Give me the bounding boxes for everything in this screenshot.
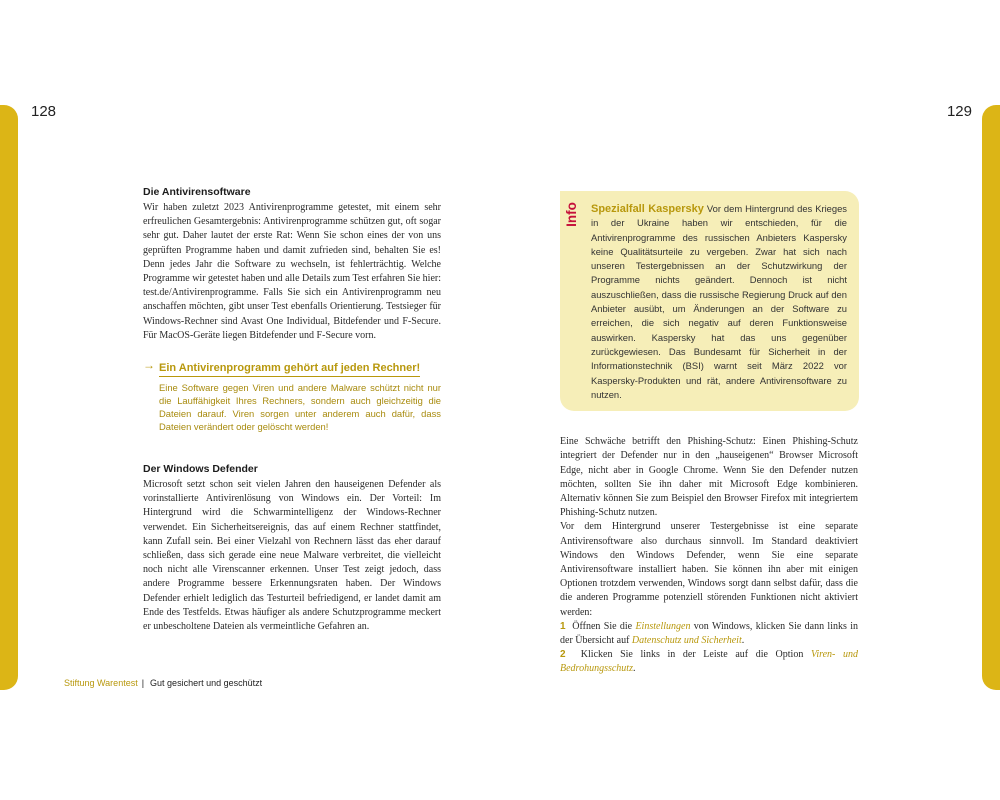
left-edge-tab [0, 105, 18, 690]
tip-box [143, 358, 441, 433]
privacy-security-text: Datenschutz und Sicherheit [631, 635, 742, 646]
info-title: Spezialfall Kaspersky [591, 203, 704, 215]
footer-separator: | [141, 678, 145, 688]
tip-text: Eine Software gegen Viren und andere Malware schützt nicht nur die Lauffähigkeit Ihres Rechners, sondern auch gleichzeitig die Dateien darauf. Viren sorgen unter anderem auch dafür, dass Dateien verändert oder gelöscht werden! [159, 382, 441, 433]
tip-title: Ein Antivirenprogramm gehört auf jeden Rechner! [159, 362, 420, 377]
arrow-right-icon: → [143, 358, 155, 373]
right-column [560, 191, 858, 677]
section-heading-antivirus: Die Antivirensoftware [143, 186, 251, 198]
phishing-paragraph: Eine Schwäche betrifft den Phishing-Schutz: Einen Phishing-Schutz integriert der Defender nur in den „hauseigenen“ Browser Microsoft Edge, nicht aber in Google Chrome. Wenn Sie den Defender nutzen möchten, sollten Sie ihn daher mit Microsoft Edge kombinieren. Alternativ können Sie zum Beispiel den Browser Firefox mit integriertem Phishing-Schutz nutzen. [560, 436, 858, 519]
right-edge-tab [982, 105, 1000, 690]
step-number: 2 [560, 649, 566, 661]
info-text: Spezialfall Kaspersky Vor dem Hintergrund des Krieges in der Ukraine haben wir entschieden, für die Antivirenprogramme des russischen Anbieters Kaspersky keine Qualitätsurteile zu vergeben. Zwar hat sich nach unseren Testergebnissen an der Schutzwirkung der Programme nichts geändert. Dennoch ist nicht auszuschließen, dass die russische Regierung Druck auf den Anbieter ausübt, um Änderungen an der Software zu erreichen, die sich negativ auf deren Funktionsweise auswirken. Kaspersky hat das uns gegenüber zurückgewiesen. Das Bundesamt für Sicherheit in der Informationstechnik (BSI) warnt seit März 2022 vor Kaspersky-Produkten und rät, andere Antivirensoftware zu nutzen. [591, 203, 847, 400]
virus-protection-text: Viren- und Bedrohungsschutz [560, 649, 858, 675]
info-box [560, 191, 859, 411]
footer [64, 678, 262, 688]
step-number: 1 [560, 620, 566, 632]
section-heading-defender: Der Windows Defender [143, 463, 258, 476]
footer-brand: Stiftung Warentest [64, 678, 138, 688]
step-2: 2 Klicken Sie links in der Leiste auf die Option Viren- und Bedrohungsschutz. [560, 649, 858, 675]
separate-software-paragraph: Vor dem Hintergrund unserer Testergebnisse ist eine separate Antivirensoftware also durchaus sinnvoll. Im Standard deaktiviert Windows den Windows Defender, wenn Sie eine separate Antivirensoftware installiert haben. Sie können ihn aber mit einigen Optionen trotzdem verwenden, Windows sorgt dann selbst dafür, dass die die anderen Programme potenziell störenden Funktionen nicht aktiviert werden: [560, 521, 858, 618]
step-1: 1 Öffnen Sie die Einstellungen von Windows, klicken Sie dann links in der Übersicht auf Datenschutz und Sicherheit. [560, 620, 859, 646]
page-number-left: 128 [31, 103, 57, 120]
info-label: Info [563, 201, 579, 227]
section-body-antivirus: Wir haben zuletzt 2023 Antivirenprogramme getestet, mit einem sehr erfreulichen Gesamtergebnis: Antivirenprogramme schützen gut, oft sogar sehr gut. Daher lautet der erste Rat: Wenn Sie schon eines der von uns geprüften Programme haben und damit zufrieden sind, behalten Sie es! Denn jedes Jahr die Software zu wechseln, ist fehlerträchtig. Welche Programme wir getestet haben und alle Details zum Test erfahren Sie hier: test.de/Antivirenprogramme. Falls Sie sich ein Antivirenprogramm neu anschaffen möchten, gibt unser Test ebenfalls Orientierung. Testsieger für Windows-Rechner sind Avast One Individual, Bitdefender und F-Secure. Für MacOS-Geräte liegen Bitdefender und F-Secure vorn. [143, 202, 441, 341]
footer-title: Gut gesichert und geschützt [150, 678, 263, 688]
page-number-right: 129 [946, 103, 972, 120]
section-body-defender: Microsoft setzt schon seit vielen Jahren den hauseigenen Defender als vorinstallierte Antivirenlösung von Windows ein. Der Vorteil: Im Hintergrund wird die Schwarmintelligenz der Windows-Rechner verwendet. Ein Sicherheitsereignis, das auf einem Rechner stattfindet, kann Zufall sein. Bei einer Vielzahl von Rechnern lässt das eher darauf schließen, dass sich gerade eine neue Malware verbreitet, die vielleicht noch nicht alle Virenscanner erkennen. Unser Test zeigt jedoch, dass andere Programme bessere Erkennungsraten haben. Der Windows Defender erhielt lediglich das Testurteil befriedigend, er landet damit am Ende des Testfelds. Etwas häufiger als andere Schutzprogramme meckert er unbescholtene Dateien als vermeintliche Gefahren an. [143, 479, 441, 633]
left-column [143, 186, 441, 634]
settings-link-text: Einstellungen [635, 620, 691, 632]
